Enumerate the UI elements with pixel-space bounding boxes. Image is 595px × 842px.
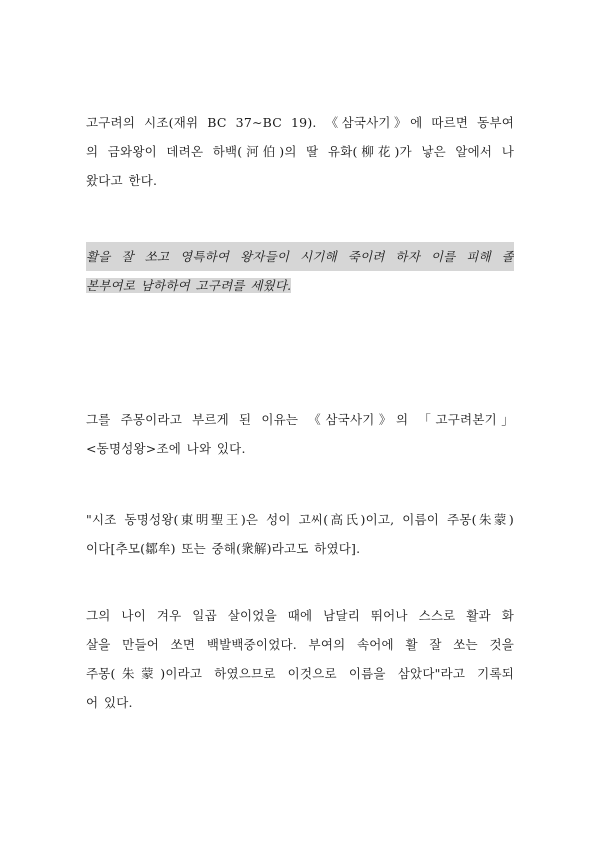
paragraph-quote-archery: [86, 601, 514, 717]
highlighted-line-wrap: [86, 271, 514, 300]
paragraph-name-origin: [86, 405, 514, 463]
text-line: 왔다고 한다.: [86, 173, 158, 188]
text-line: 의 금와왕이 데려온 하백(河伯)의 딸 유화(柳花)가 낳은 알에서 나: [86, 144, 514, 159]
text-line: 주몽(朱蒙)이라고 하였으므로 이것으로 이름을 삼았다"라고 기록되: [86, 666, 514, 681]
text-line: <동명성왕>조에 나와 있다.: [86, 441, 246, 456]
paragraph-highlighted-founding: [86, 242, 514, 300]
text-line: "시조 동명성왕(東明聖王)은 성이 고씨(高氏)이고, 이름이 주몽(朱蒙): [86, 512, 514, 527]
text-line: 이다[추모(鄒牟) 또는 중해(衆解)라고도 하였다].: [86, 541, 361, 556]
text-line: 고구려의 시조(재위 BC 37∼BC 19). 《삼국사기》에 따르면 동부여: [86, 115, 514, 130]
paragraph-origin: [86, 108, 514, 195]
paragraph-quote-start: [86, 505, 514, 563]
text-line: 어 있다.: [86, 695, 133, 710]
highlighted-text-line: 활을 잘 쏘고 영특하여 왕자들이 시기해 죽이려 하자 이를 피해 졸: [86, 242, 514, 271]
text-line: 그의 나이 겨우 일곱 살이었을 때에 남달리 뛰어나 스스로 활과 화: [86, 608, 514, 623]
highlighted-text-line: 본부여로 남하하여 고구려를 세웠다.: [86, 278, 292, 293]
text-line: 살을 만들어 쏘면 백발백중이었다. 부여의 속어에 활 잘 쏘는 것을: [86, 637, 514, 652]
text-line: 그를 주몽이라고 부르게 된 이유는 《삼국사기》의 「고구려본기」: [86, 412, 514, 427]
